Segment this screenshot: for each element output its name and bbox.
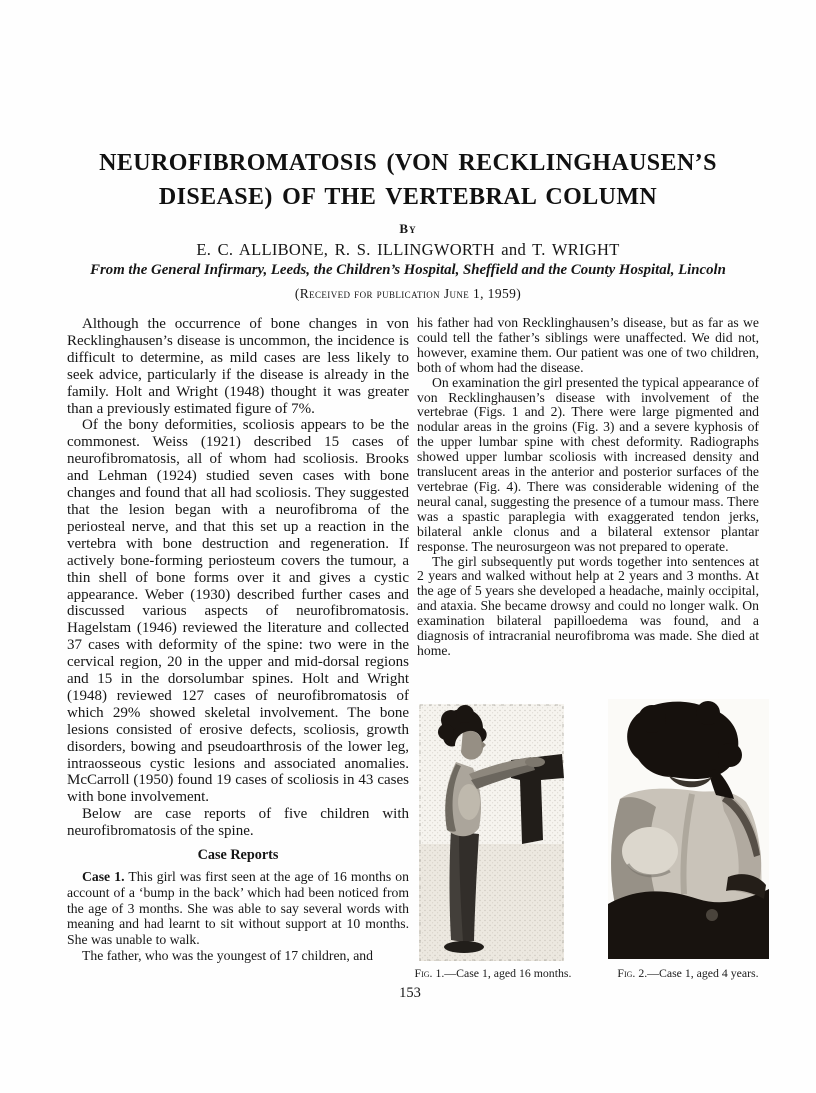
- article-title-line1: NEUROFIBROMATOSIS (VON RECKLINGHAUSEN’S: [99, 150, 717, 176]
- figure-2-caption: [596, 966, 780, 981]
- section-heading-case-reports: Case Reports: [197, 847, 279, 864]
- page-number: 153: [399, 985, 421, 1001]
- case1-paragraph-1: [67, 869, 409, 948]
- case1-body: This girl was first seen at the age of 16 months on account of a ‘bump in the back’ which had been noticed from the age of 3 months. She was able to say several words with meaning and had learnt to sit without support at 10 months. She was unable to walk.: [67, 869, 409, 948]
- figure-1-photo: [419, 704, 564, 961]
- byline: By: [399, 221, 417, 236]
- affiliation-line: From the General Infirmary, Leeds, the Children’s Hospital, Sheffield and the County Hospital, Lincoln: [90, 262, 726, 278]
- left-column: [67, 316, 409, 964]
- intro-paragraph-1: Although the occurrence of bone changes in von Recklinghausen’s disease is uncommon, the incidence is difficult to determine, as mild cases are less likely to seek advice, particularly if the disease is already in the family. Holt and Wright (1948) thought it was greater than a previously estimated figure of 7%.: [67, 316, 409, 417]
- intro-paragraph-3: Below are case reports of five children with neurofibromatosis of the spine.: [67, 806, 409, 840]
- figure-1-caption-label: Fig. 1.: [414, 966, 445, 980]
- intro-paragraph-2: Of the bony deformities, scoliosis appears to be the commonest. Weiss (1921) described 15 cases of neurofibromatosis, all of whom had scoliosis. Brooks and Lehman (1924) studied seven cases with bone changes and found that all had scoliosis. They suggested that the lesion began with a neurofibroma of the periosteal nerve, and that this set up a reaction in the vertebra with bone destruction and regeneration. If actively bone-forming periosteum covers the tumour, a thin shell of bone forms over it and gives a cystic appearance. Weber (1930) described further cases and discussed various aspects of neurofibromatosis. Hagelstam (1946) reviewed the literature and collected 37 cases with deformity of the spine: two were in the cervical region, 20 in the upper and mid-dorsal regions and 15 in the dorsolumbar spines. Holt and Wright (1948) reviewed 127 cases of neurofibromatosis of which 29% showed skeletal involvement. The bone lesions consisted of erosive defects, scoliosis, growth disorders, bowing and pseudoarthrosis of the lower leg, intraosseous cystic lesions and associated anomalies. McCarroll (1950) found 19 cases of scoliosis in 43 cases with bone involvement.: [67, 417, 409, 806]
- right-column: [417, 316, 759, 659]
- introduction-text: [67, 316, 409, 840]
- figure-1-caption-text: —Case 1, aged 16 months.: [444, 966, 572, 980]
- case1-paragraph-2: The father, who was the youngest of 17 children, and: [82, 948, 373, 964]
- right-paragraph-1: his father had von Recklinghausen’s disease, but as far as we could tell the father’s siblings were unaffected. We did not, however, examine them. Our patient was one of two children, both of whom had the disease.: [417, 315, 759, 375]
- case1-label: Case 1.: [82, 869, 125, 885]
- article-title-line2: DISEASE) OF THE VERTEBRAL COLUMN: [158, 184, 658, 210]
- right-paragraph-2: On examination the girl presented the typical appearance of von Recklinghausen’s disease with involvement of the vertebrae (Figs. 1 and 2). There were large pigmented and nodular areas in the groins (Fig. 3) and a severe kyphosis of the upper lumbar spine with chest deformity. Radiographs showed upper lumbar scoliosis with increased density and translucent areas in the anterior and posterior surfaces of the vertebrae (Fig. 4). There was considerable widening of the neural canal, suggesting the presence of a tumour mass. There was a spastic paraplegia with exaggerated tendon jerks, bilateral ankle clonus and a bilateral extensor plantar response. The neurosurgeon was not prepared to operate.: [417, 374, 759, 554]
- right-paragraph-3: The girl subsequently put words together into sentences at 2 years and walked without help at 2 years and 3 months. At the age of 5 years she developed a headache, mainly occipital, and ataxia. She became drowsy and could no longer walk. On examination bilateral papilloedema was found, and a diagnosis of intracranial neurofibroma was made. She died at home.: [417, 553, 759, 658]
- figure-2-caption-label: Fig. 2.: [617, 966, 648, 980]
- authors-line: E. C. ALLIBONE, R. S. ILLINGWORTH and T. WRIGHT: [196, 240, 620, 259]
- received-line: (Received for publication June 1, 1959): [294, 286, 522, 301]
- figure-2-photo: [608, 699, 769, 959]
- case1-text: [67, 869, 409, 964]
- figure-1-caption: [404, 966, 582, 981]
- figure-2-caption-text: —Case 1, aged 4 years.: [647, 966, 759, 980]
